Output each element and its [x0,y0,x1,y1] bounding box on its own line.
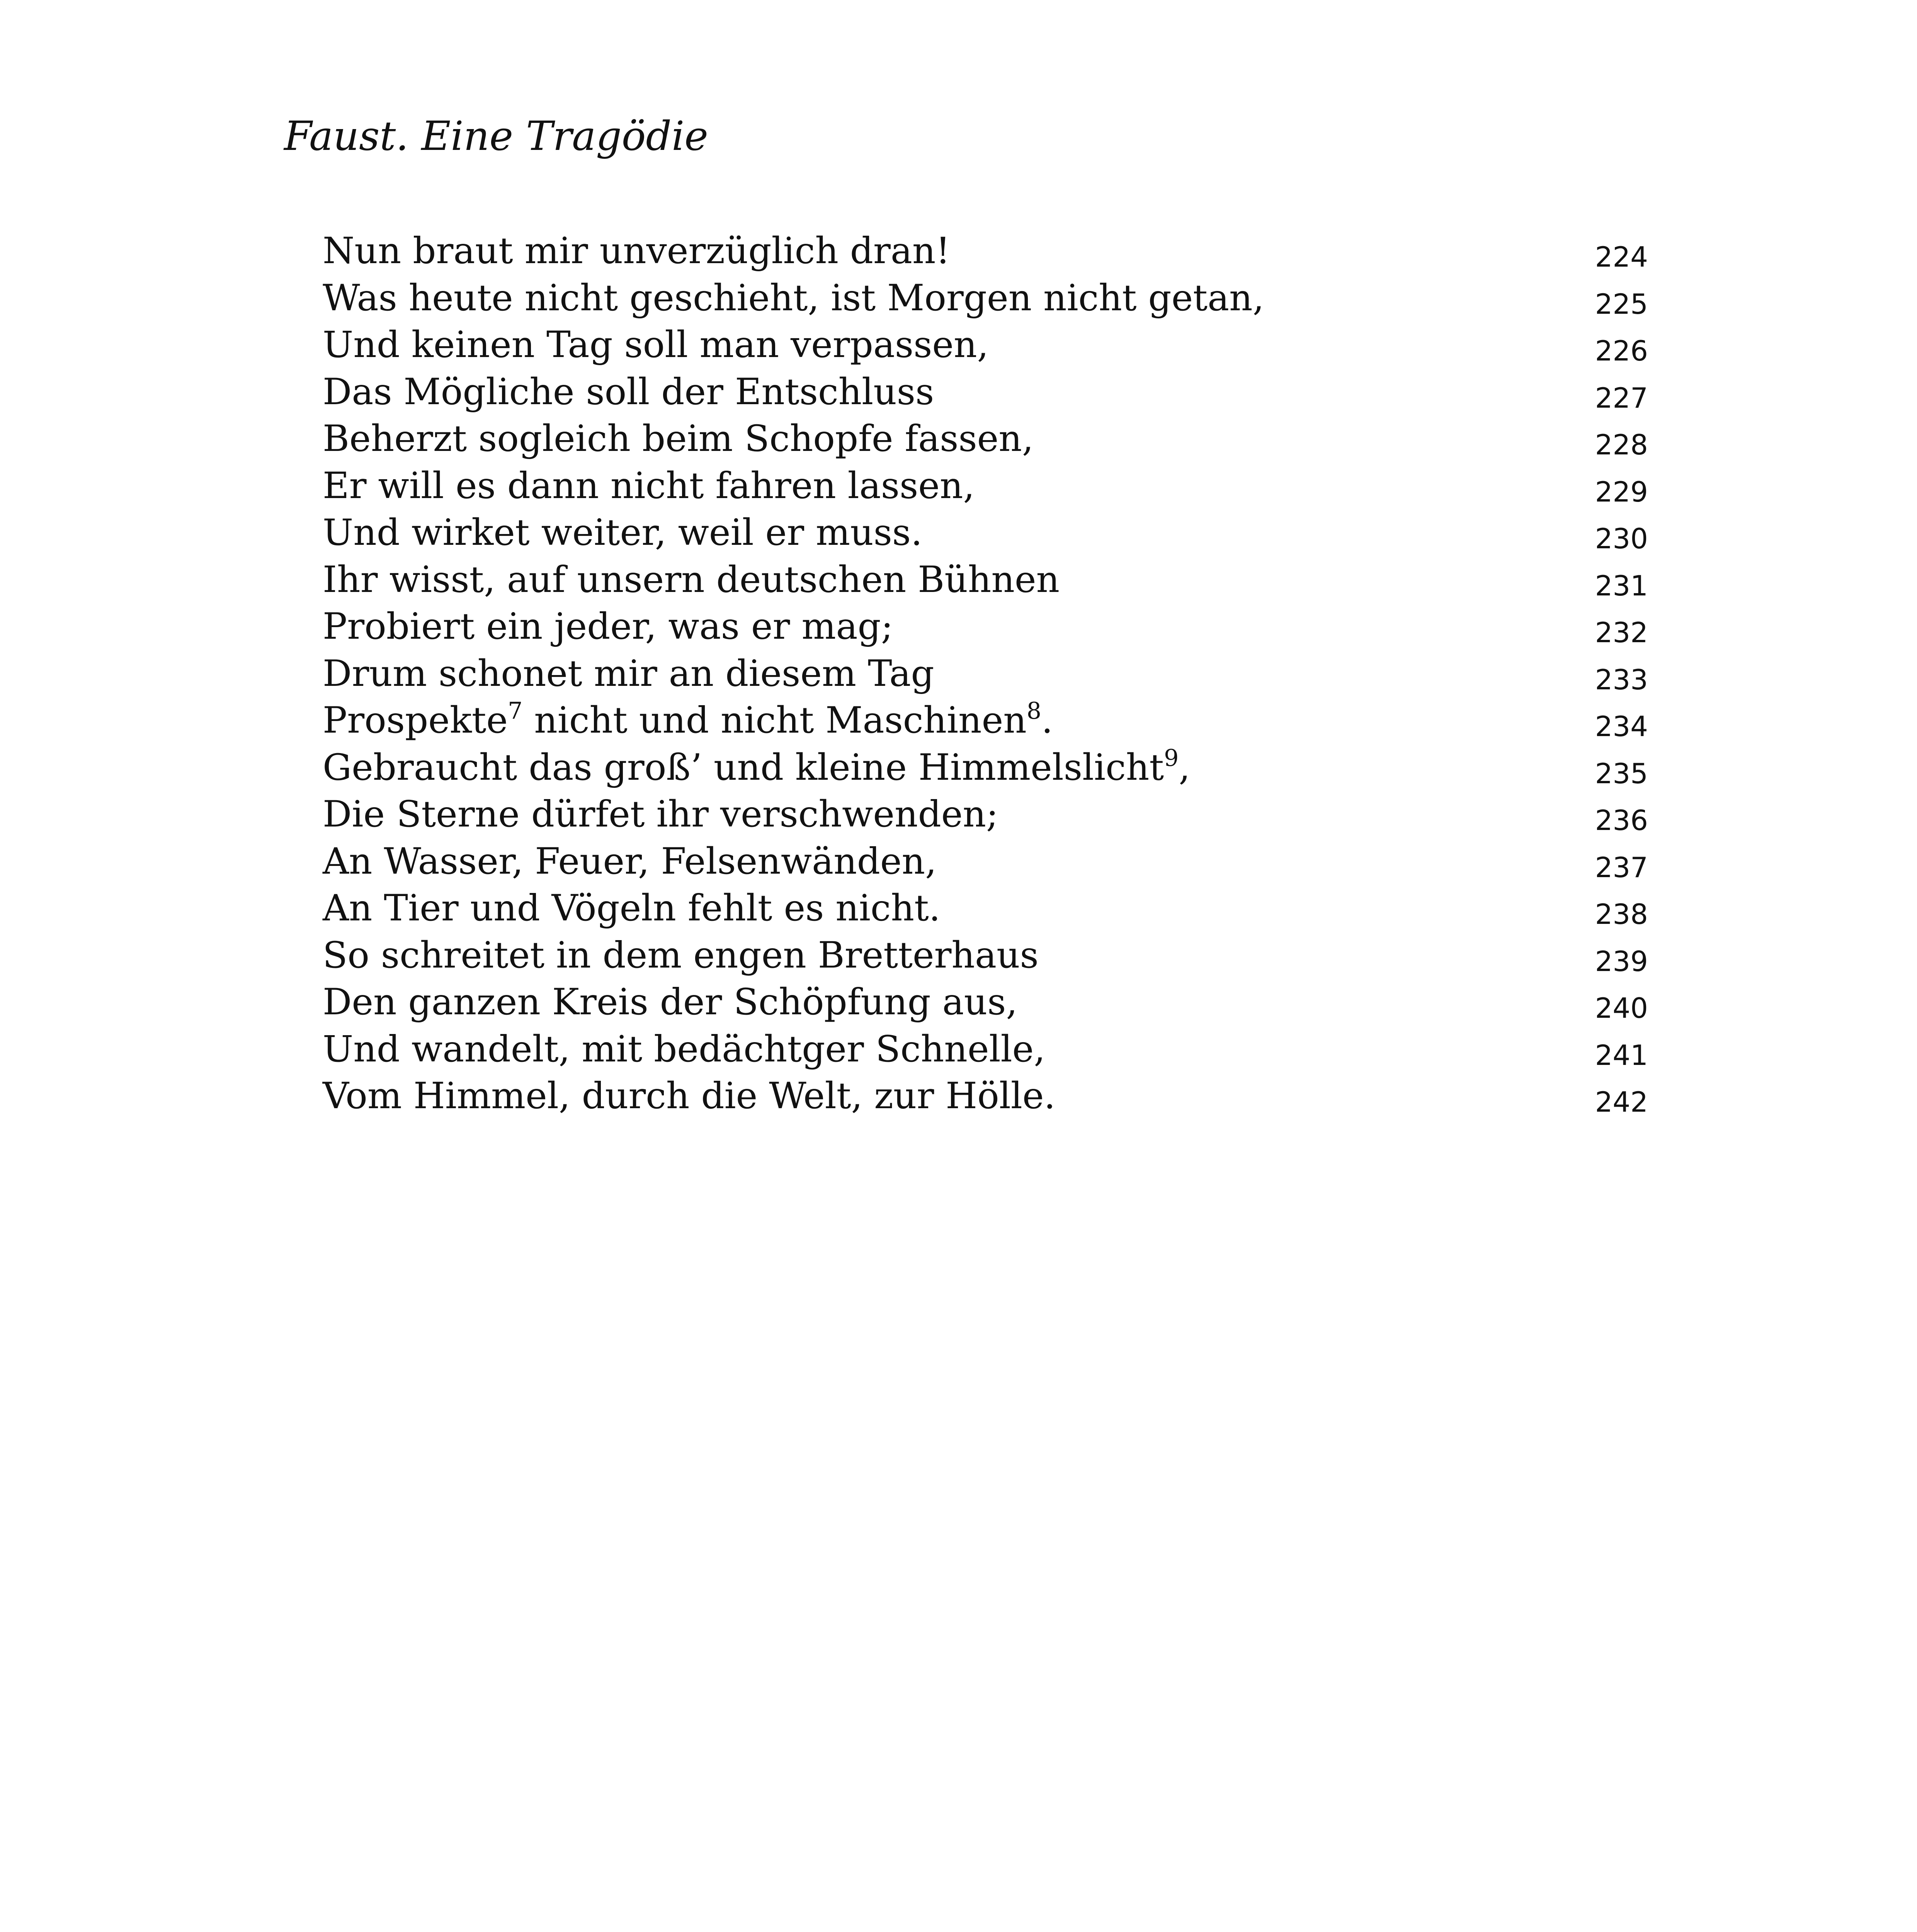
verse-line [323,418,1648,468]
verse-line [323,934,1648,985]
line-number: 242 [1595,1086,1648,1118]
verse-line [323,230,1648,280]
line-number: 232 [1595,616,1648,649]
verse-line [323,512,1648,562]
verse-line [323,697,1648,750]
verse-line [323,1075,1648,1125]
footnote-reference: 9 [1164,744,1179,772]
verse-text: Und keinen Tag soll man verpassen, [323,324,989,366]
verse-line [323,371,1648,421]
verse-text: Und wandelt, mit bedächtger Schnelle, [323,1028,1046,1070]
verse-text: An Tier und Vögeln fehlt es nicht. [323,887,941,929]
verse-text: Drum schonet mir an diesem Tag [323,652,934,695]
line-number: 225 [1595,287,1648,320]
running-title: Faust. Eine Tragödie [284,112,708,160]
verse-line [323,464,1648,515]
line-number: 240 [1595,992,1648,1024]
verse-text: Ihr wisst, auf unsern deutschen Bühnen [323,558,1060,601]
line-number: 231 [1595,569,1648,602]
line-number: 229 [1595,475,1648,508]
verse-line [323,652,1648,703]
verse-line [323,793,1648,844]
line-number: 226 [1595,335,1648,367]
verse-line [323,277,1648,327]
line-number: 234 [1595,710,1648,743]
verse-line [323,744,1648,797]
verse-line [323,840,1648,891]
line-number: 239 [1595,945,1648,978]
verse-text: Prospekte$^7$ nicht und nicht Maschinen$^8$. [323,697,1053,742]
verse-line [323,558,1648,609]
verse-text: An Wasser, Feuer, Felsenwänden, [323,840,937,883]
verse-text: Probiert ein jeder, was er mag; [323,605,893,648]
verse-line [323,887,1648,937]
verse-line [323,324,1648,374]
verse-text: Das Mögliche soll der Entschluss [323,371,934,413]
verse-text: Und wirket weiter, weil er muss. [323,512,923,554]
line-number: 228 [1595,429,1648,461]
line-number: 236 [1595,804,1648,837]
line-number: 237 [1595,851,1648,884]
line-number: 238 [1595,898,1648,930]
footnote-reference: 8 [1026,697,1041,724]
verse-text: Beherzt sogleich beim Schopfe fassen, [323,418,1034,460]
line-number: 230 [1595,522,1648,555]
line-number: 227 [1595,381,1648,414]
line-number: 241 [1595,1039,1648,1071]
footnote-reference: 7 [508,697,523,724]
verse-text: Den ganzen Kreis der Schöpfung aus, [323,981,1018,1023]
verse-text: Er will es dann nicht fahren lassen, [323,464,975,507]
verse-text: Gebraucht das groß’ und kleine Himmelslicht$^9$, [323,744,1191,789]
verse-text: Vom Himmel, durch die Welt, zur Hölle. [323,1075,1056,1117]
line-number: 235 [1595,757,1648,790]
verse-line [323,1028,1648,1078]
verse-line [323,981,1648,1031]
verse-text: Was heute nicht geschieht, ist Morgen nicht getan, [323,277,1264,319]
verse-text: Nun braut mir unverzüglich dran! [323,230,951,272]
verse-block [323,230,1648,1125]
verse-line [323,605,1648,656]
line-number: 224 [1595,241,1648,273]
line-number: 233 [1595,663,1648,696]
verse-text: So schreitet in dem engen Bretterhaus [323,934,1039,976]
verse-text: Die Sterne dürfet ihr verschwenden; [323,793,998,835]
